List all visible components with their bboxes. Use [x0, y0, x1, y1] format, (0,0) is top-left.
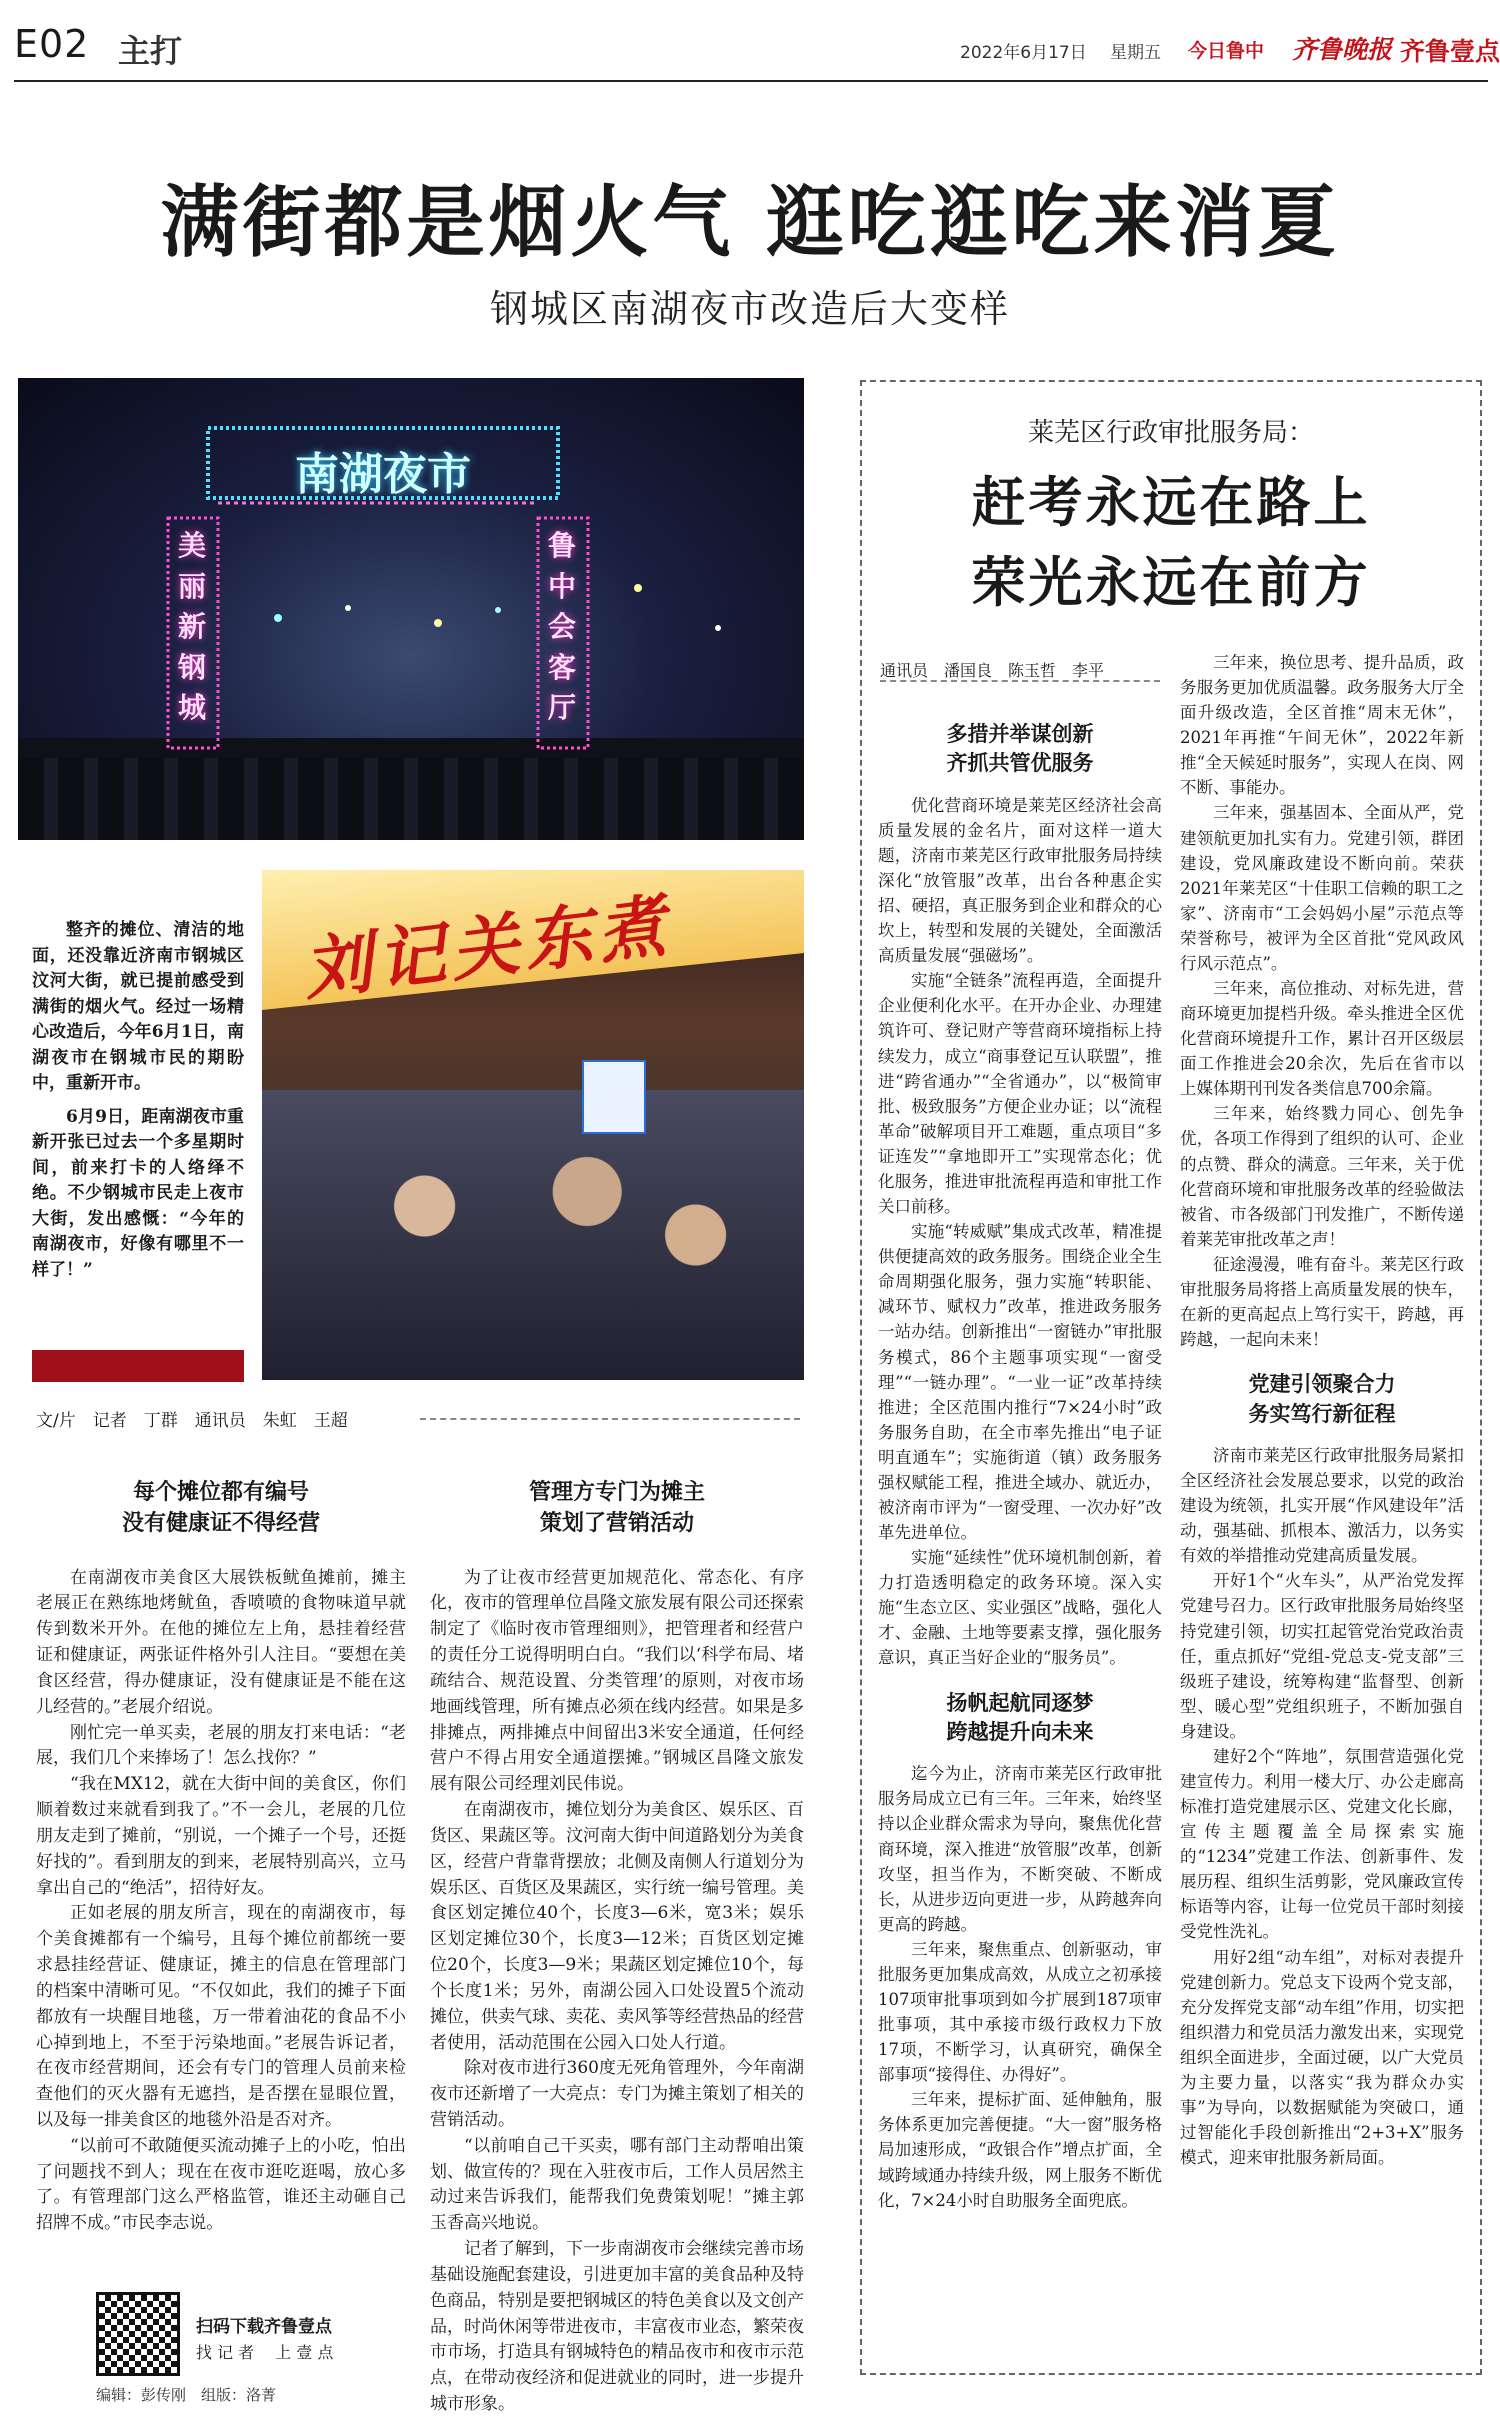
lead-right-column — [430, 1478, 804, 2418]
lead-subtitle: 钢城区南湖夜市改造后大变样 — [489, 287, 1010, 331]
right-heading-line1: 管理方专门为摊主 — [528, 1480, 705, 1505]
caption-red-bar — [32, 1350, 244, 1382]
right-para: 在南湖夜市，摊位划分为美食区、娱乐区、百货区、果蔬区等。汶河南大街中间道路划分为美食区，经营户背靠背摆放；北侧及南侧人行道划分为娱乐区、百货区及果蔬区，实行统一编号管理。美食区划定摊位40个，长度3—6米，宽3米；娱乐区划定摊位30个，长度3—12米；百货区划定摊位20个，长度3—9米；果蔬区划定摊位10个，每个长度1米；另外，南湖公园入口处设置5个流动摊位，供卖气球、卖花、卖风筝等经营热品的经营者使用，活动范围在公园入口处人行道。 — [430, 1800, 804, 2053]
feature-col2-paragraph: 济南市莱芜区行政审批服务局紧扣全区经济社会发展总要求，以党的政治建设为统领，扎实开展“作风建设年”活动，强基础、抓根本、激活力，以务实有效的举措推动党建高质量发展。 — [1180, 1445, 1464, 1566]
paper-logo: 齐鲁晚报 — [1292, 35, 1393, 64]
qr-subtitle: 找 记 者 上 壹 点 — [196, 2343, 334, 2362]
feature-col1-paragraph: 优化营商环境是莱芜区经济社会高质量发展的金名片，面对这样一道大题，济南市莱芜区行政审批服务局持续深化“放管服”改革，出台各种惠企实招、硬招，真正服务到企业和群众的心坎上，转型和发展的关键处，全面激活高质量发展“强磁场”。 — [878, 795, 1162, 966]
feature-col1-subheading: 齐抓共管优服务 — [946, 751, 1094, 776]
lead-left-column — [36, 1478, 406, 2237]
feature-title-line2: 荣光永远在前方 — [971, 550, 1371, 614]
gate-sign-right: 鲁中会客厅 — [548, 529, 577, 725]
qr-code[interactable] — [96, 2292, 180, 2376]
issue-weekday: 星期五 — [1110, 43, 1161, 63]
feature-col1-subheading: 跨越提升向未来 — [946, 1719, 1094, 1744]
photo-night-market-gate — [18, 378, 804, 840]
caption-para-2: 6月9日，距南湖夜市重新开张已过去一个多星期时间，前来打卡的人络绎不绝。不少钢城市民走上夜市大街，发出感慨：“今年的南湖夜市，好像有哪里不一样了！” — [32, 1106, 244, 1280]
lead-byline: 文/片 记者 丁群 通讯员 朱虹 王超 — [36, 1411, 348, 1431]
left-para: 刚忙完一单买卖，老展的朋友打来电话：“老展，我们几个来捧场了！怎么找你？” — [36, 1722, 406, 1769]
page-code: E02 — [14, 22, 90, 66]
lead-title: 满街都是烟火气 逛吃逛吃来消夏 — [160, 177, 1340, 268]
feature-col2-paragraph: 建好2个“阵地”，氛围营造强化党建宣传力。利用一楼大厅、办公走廊高标准打造党建展示区、党建文化长廊，宣传主题覆盖全局探索实施的“1234”党建工作法、创新事件、发展历程、组织生活剪影，党风廉政宣传标语等内容，让每一位党员干部时刻接受党性洗礼。 — [1180, 1746, 1464, 1942]
left-para: “以前可不敢随便买流动摊子上的小吃，怕出了问题找不到人；现在在夜市逛吃逛喝，放心多了。有管理部门这么严格监管，谁还主动砸自己招牌不成。”市民李志说。 — [36, 2135, 406, 2234]
feature-col1-paragraph: 实施“全链条”流程再造，全面提升企业便利化水平。在开办企业、办理建筑许可、登记财产等营商环境指标上持续发力，成立“商事登记互认联盟”，推进“跨省通办”“全省通办”，以“极简审批、极致服务”方便企业办证；以“流程革命”破解项目开工难题，重点项目“多证连发”“拿地即开工”实现常态化；优化服务，推进审批流程再造和审批工作关口前移。 — [878, 971, 1162, 1217]
feature-title-line1: 赶考永远在路上 — [971, 470, 1371, 534]
feature-col2-paragraph: 三年来，换位思考、提升品质，政务服务更加优质温馨。政务服务大厅全面升级改造，全区首推“周末无休”，2021年再推“午间无休”，2022年新推“全天候延时服务”，实现人在岗、网不断、事能办。 — [1180, 653, 1464, 798]
left-heading-line2: 没有健康证不得经营 — [121, 1510, 320, 1536]
photo-caption — [32, 918, 244, 1283]
gate-sign-top: 南湖夜市 — [295, 449, 471, 500]
feature-col2-subheading: 党建引领聚合力 — [1248, 1372, 1396, 1397]
crowd-silhouettes — [18, 758, 804, 840]
left-para: 正如老展的朋友所言，现在的南湖夜市，每个美食摊都有一个编号，且每个摊位前都统一要求悬挂经营证、健康证，摊主的信息在管理部门的档案中清晰可见。“不仅如此，我们的摊子下面都放有一块醒目地毯，万一带着油花的食品不小心掉到地上，不至于污染地面。”老展告诉记者，在夜市经营期间，还会有专门的管理人员前来检查他们的灭火器有无遮挡，是否摆在显眼位置，以及每一排美食区的地毯外沿是否对齐。 — [36, 1903, 406, 2130]
right-heading-line2: 策划了营销活动 — [539, 1510, 694, 1536]
stall-sign: 刘记关东煮 — [299, 885, 677, 1011]
feature-col2-paragraph: 开好1个“火车头”，从严治党发挥党建号召力。区行政审批服务局始终坚持党建引领，切实扛起管党治党政治责任，重点抓好“党组-党总支-党支部”三级班子建设，统筹构建“监督型、创新型、暖心型”党组织班子，不断加强自身建设。 — [1180, 1571, 1464, 1741]
right-para: 为了让夜市经营更加规范化、常态化、有序化，夜市的管理单位昌隆文旅发展有限公司还探索制定了《临时夜市管理细则》，把管理者和经营户的责任分工说得明明白白。“我们以‘科学布局、堵疏结合、规范设置、分类管理’的原则，对夜市场地画线管理，所有摊点必须在线内经营。如果是多排摊点，两排摊点中间留出3米安全通道，任何经营户不得占用安全通道摆摊。”钢城区昌隆文旅发展有限公司经理刘民伟说。 — [430, 1567, 804, 1795]
right-para: 记者了解到，下一步南湖夜市会继续完善市场基础设施配套建设，引进更加丰富的美食品种及特色商品，特别是要把钢城区的特色美食以及文创产品，时尚休闲等带进夜市，丰富夜市业态，繁荣夜市市场，打造具有钢城特色的精品夜市和夜市示范点，在带动夜经济和促进就业的同时，进一步提升城市形象。 — [430, 2239, 804, 2415]
right-para: 除对夜市进行360度无死角管理外，今年南湖夜市还新增了一大亮点：专门为摊主策划了相关的营销活动。 — [430, 2058, 804, 2130]
feature-col1-paragraph: 三年来，聚焦重点、创新驱动，审批服务更加集成高效，从成立之初承接107项审批事项到如今扩展到187项审批事项，其中承接市级行政权力下放17项，不断学习，认真研究，确保全部事项“接得住、办得好”。 — [878, 1939, 1162, 2085]
feature-col1-paragraph: 三年来，提标扩面、延伸触角，服务体系更加完善便捷。“大一窗”服务格局加速形成，“政银合作”增点扩面，全域跨域通办持续升级，网上服务不断优化，7×24小时自助服务全面兜底。 — [878, 2090, 1162, 2210]
feature-col2-paragraph: 三年来，强基固本、全面从严，党建领航更加扎实有力。党建引领，群团建设，党风廉政建设不断向前。荣获2021年莱芜区“十佳职工信赖的职工之家”、济南市“工会妈妈小屋”示范点等荣誉称号，被评为全区首批“党风政风行风示范点”。 — [1180, 803, 1464, 973]
section-tag: 今日鲁中 — [1188, 40, 1265, 62]
feature-col1-paragraph: 迄今为止，济南市莱芜区行政审批服务局成立已有三年。三年来，始终坚持以企业群众需求为导向，聚焦优化营商环境，深入推进“放管服”改革，创新攻坚，担当作为，不断突破、不断成长，从进步迈向更进一步，从跨越奔向更高的跨越。 — [878, 1764, 1162, 1934]
qr-title: 扫码下载齐鲁壹点 — [196, 2317, 332, 2337]
feature-col2-paragraph: 征途漫漫，唯有奋斗。莱芜区行政审批服务局将搭上高质量发展的快车，在新的更高起点上笃行实干，跨越，再跨越，一起向未来！ — [1180, 1254, 1464, 1350]
feature-column-1 — [878, 706, 1162, 2213]
left-para: “我在MX12，就在大街中间的美食区，你们顺着数过来就看到我了。”不一会儿，老展的几位朋友走到了摊前，“别说，一个摊子一个号，还挺好找的”。看到朋友的到来，老展特别高兴，立马拿出自己的“绝活”，招待好友。 — [36, 1774, 406, 1898]
photo-food-stall — [262, 870, 804, 1380]
feature-byline-rule — [880, 680, 1160, 682]
gate-sign-left: 美丽新钢城 — [178, 529, 207, 725]
issue-date: 2022年6月17日 — [960, 43, 1087, 63]
feature-col2-paragraph: 三年来，高位推动、对标先进，营商环境更加提档升级。牵头推进全区优化营商环境提升工作，累计召开区级层面工作推进会20余次，先后在省市以上媒体期刊刊发各类信息700余篇。 — [1180, 979, 1464, 1099]
caption-para-1: 整齐的摊位、清洁的地面，还没靠近济南市钢城区汶河大街，就已提前感受到满街的烟火气。经过一场精心改造后，今年6月1日，南湖夜市在钢城市民的期盼中，重新开市。 — [32, 920, 244, 1093]
feature-col1-subheading: 扬帆起航同逐梦 — [946, 1690, 1094, 1715]
left-heading-line1: 每个摊位都有编号 — [132, 1480, 309, 1505]
feature-col2-paragraph: 用好2组“动车组”，对标对表提升党建创新力。党总支下设两个党支部，充分发挥党支部“动车组”作用，切实把组织潜力和党员活力激发出来，实现党组织全面进步，全面过硬，以广大党员为主要力量，以落实“我为群众办实事”为导向，以数据赋能为突破口，通过智能化手段创新推出“2+3+X”服务模式，迎来审批服务新局面。 — [1180, 1947, 1464, 2168]
feature-col1-subheading: 多措并举谋创新 — [946, 722, 1094, 746]
qr-board — [582, 1060, 646, 1134]
left-para: 在南湖夜市美食区大展铁板鱿鱼摊前，摊主老展正在熟练地烤鱿鱼，香喷喷的食物味道早就传到数米开外。在他的摊位左上角，悬挂着经营证和健康证，两张证件格外引人注目。“要想在美食区经营，得办健康证，没有健康证是不能在这儿经营的。”老展介绍说。 — [36, 1567, 406, 1717]
feature-byline: 通讯员 潘国良 陈玉哲 李平 — [880, 661, 1105, 680]
right-para: “以前咱自己干买卖，哪有部门主动帮咱出策划、做宣传的？现在入驻夜市后，工作人员居然主动过来告诉我们，能帮我们免费策划呢！”摊主郭玉香高兴地说。 — [430, 2135, 804, 2234]
section-name: 主打 — [118, 32, 183, 70]
stall-crowd — [262, 1090, 804, 1380]
feature-col1-paragraph: 实施“转威赋”集成式改革，精准提供便捷高效的政务服务。围绕企业全生命周期强化服务，强力实施“转职能、减环节、赋权力”改革，推进政务服务一站办结。创新推出“一窗链办”审批服务模式，86个主题事项实现“一窗受理”“一链办理”。“一业一证”改革持续推进；全区范围内推行“7×24小时”政务服务自助，在全市率先推出“电子证明直通车”；实施街道（镇）政务服务强权赋能工程，推进全域办、就近办，被济南市评为“一窗受理、一次办好”改革先进单位。 — [878, 1222, 1162, 1543]
byline-rule — [420, 1418, 800, 1420]
brand-logo: 齐鲁壹点 — [1400, 37, 1500, 66]
feature-kicker: 莱芜区行政审批服务局： — [1027, 418, 1314, 448]
feature-col2-subheading: 务实笃行新征程 — [1248, 1401, 1396, 1426]
header-rule — [14, 80, 1488, 82]
feature-column-2 — [1180, 650, 1464, 2170]
feature-col1-paragraph: 实施“延续性”优环境机制创新，着力打造透明稳定的政务环境。深入实施“生态立区、实业强区”战略，强化人才、金融、土地等要素支撑，强化服务意识，真正当好企业的“服务员”。 — [878, 1548, 1162, 1668]
editor-credit: 编辑：彭传刚 组版：洛菁 — [96, 2386, 277, 2404]
feature-col2-paragraph: 三年来，始终戮力同心、创先争优，各项工作得到了组织的认可、企业的点赞、群众的满意。三年来，关于优化营商环境和审批服务改革的经验做法被省、市各级部门刊发推广，不断传递着莱芜审批改革之声！ — [1180, 1104, 1464, 1249]
